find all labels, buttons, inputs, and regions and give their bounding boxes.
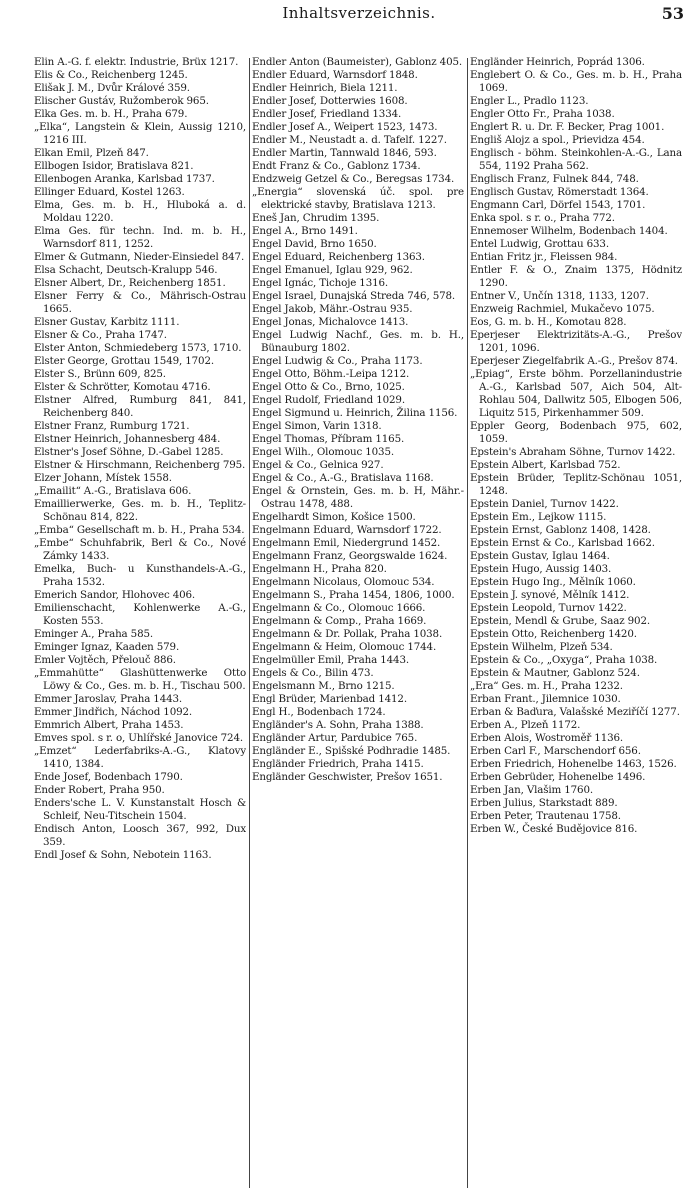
index-entry: Endler Eduard, Warnsdorf 1848.	[252, 69, 418, 81]
index-entry: Epstein Daniel, Turnov 1422.	[470, 498, 619, 510]
index-entry: Engel Otto & Co., Brno, 1025.	[252, 381, 405, 393]
index-entry: Elma, Ges. m. b. H., Hluboká a. d. Moldau 1220.	[34, 199, 246, 224]
index-entry: Eminger A., Praha 585.	[34, 628, 154, 640]
index-entry: Epstein & Mautner, Gablonz 524.	[470, 667, 640, 679]
index-entry: Endler Martin, Tannwald 1846, 593.	[252, 147, 437, 159]
index-entry: Elzer Johann, Místek 1558.	[34, 472, 172, 484]
index-entry: Endler M., Neustadt a. d. Tafelf. 1227.	[252, 134, 447, 146]
index-entry: Entner V., Unčín 1318, 1133, 1207.	[470, 290, 649, 302]
index-entry: Endzweig Getzel & Co., Beregsas 1734.	[252, 173, 455, 185]
index-entry: Engelmann Emil, Niedergrund 1452.	[252, 537, 441, 549]
index-entry: Engel & Co., A.-G., Bratislava 1168.	[252, 472, 434, 484]
index-entry: Engel Israel, Dunajská Streda 746, 578.	[252, 290, 456, 302]
index-entry: Elsner Gustav, Karbitz 1111.	[34, 316, 180, 328]
index-entry: Engel Ignác, Tichoje 1316.	[252, 277, 389, 289]
index-entry: Engländer Geschwister, Prešov 1651.	[252, 771, 443, 783]
index-entry: „Energia“ slovenská úč. spol. pre elektrické stavby, Bratislava 1213.	[252, 186, 464, 211]
index-entry: Enzweig Rachmiel, Mukačevo 1075.	[470, 303, 655, 315]
index-entry: Elischer Gustáv, Ružomberok 965.	[34, 95, 209, 107]
index-entry: Eperjeser Ziegelfabrik A.-G., Prešov 874.	[470, 355, 678, 367]
index-entry: Erben Carl F., Marschendorf 656.	[470, 745, 641, 757]
index-entry: Engel Simon, Varin 1318.	[252, 420, 382, 432]
index-entry: Ellinger Eduard, Kostel 1263.	[34, 186, 185, 198]
index-entry: Engelmann S., Praha 1454, 1806, 1000.	[252, 589, 455, 601]
index-entry: „Emmahütte“ Glashüttenwerke Otto Löwy & Co., Ges. m. b. H., Tischau 500.	[34, 667, 246, 692]
index-entry: Elster & Schrötter, Komotau 4716.	[34, 381, 211, 393]
index-entry: Engmann Carl, Dörfel 1543, 1701.	[470, 199, 646, 211]
index-entry: Engler L., Pradlo 1123.	[470, 95, 589, 107]
index-entry: Epstein Ernst & Co., Karlsbad 1662.	[470, 537, 655, 549]
index-entry: Engel David, Brno 1650.	[252, 238, 377, 250]
index-entry: Emaillierwerke, Ges. m. b. H., Teplitz-Schönau 814, 822.	[34, 498, 246, 523]
index-entry: Elstner Franz, Rumburg 1721.	[34, 420, 190, 432]
index-entry: Engel Ludwig & Co., Praha 1173.	[252, 355, 423, 367]
index-entry: Engel & Ornstein, Ges. m. b. H, Mähr.-Ostrau 1478, 488.	[252, 485, 464, 510]
index-entry: Elkan Emil, Plzeň 847.	[34, 147, 149, 159]
index-entry: Engel Jakob, Mähr.-Ostrau 935.	[252, 303, 413, 315]
index-entry: Emmer Jaroslav, Praha 1443.	[34, 693, 183, 705]
index-entry: Engelmann H., Praha 820.	[252, 563, 387, 575]
index-entry: Entel Ludwig, Grottau 633.	[470, 238, 609, 250]
index-entry: Englisch - böhm. Steinkohlen-A.-G., Lana 554, 1192 Praha 562.	[470, 147, 682, 172]
index-entry: „Era“ Ges. m. H., Praha 1232.	[470, 680, 623, 692]
index-columns	[34, 56, 686, 1190]
index-entry: Ellenbogen Aranka, Karlsbad 1737.	[34, 173, 215, 185]
index-entry: Epstein & Co., „Oxyga“, Praha 1038.	[470, 654, 658, 666]
index-entry: Elis & Co., Reichenberg 1245.	[34, 69, 188, 81]
index-entry: Elka Ges. m. b. H., Praha 679.	[34, 108, 188, 120]
index-entry: Engländer E., Spišské Podhradie 1485.	[252, 745, 451, 757]
index-entry: Erban Frant., Jilemnice 1030.	[470, 693, 621, 705]
index-entry: Elstner Alfred, Rumburg 841, 841, Reichenberg 840.	[34, 394, 246, 419]
index-entry: Engelmann & Dr. Pollak, Praha 1038.	[252, 628, 443, 640]
index-entry: Elsner & Co., Praha 1747.	[34, 329, 167, 341]
index-entry: Emilienschacht, Kohlenwerke A.-G., Kosten 553.	[34, 602, 246, 627]
index-entry: Endler Josef, Friedland 1334.	[252, 108, 402, 120]
index-entry: Engelmann & Co., Olomouc 1666.	[252, 602, 426, 614]
index-entry: Epstein Hugo Ing., Mělník 1060.	[470, 576, 636, 588]
index-entry: Engelmann Nicolaus, Olomouc 534.	[252, 576, 435, 588]
index-entry: Elišak J. M., Dvůr Králové 359.	[34, 82, 190, 94]
page-number: 53	[661, 4, 684, 23]
column-divider	[467, 58, 468, 1188]
index-entry: Ende Josef, Bodenbach 1790.	[34, 771, 183, 783]
index-entry: Elster George, Grottau 1549, 1702.	[34, 355, 214, 367]
index-entry: Epstein Hugo, Aussig 1403.	[470, 563, 612, 575]
index-entry: Engel Eduard, Reichenberg 1363.	[252, 251, 425, 263]
index-entry: Erben Alois, Wostroměř 1136.	[470, 732, 624, 744]
index-entry: Engels & Co., Bilin 473.	[252, 667, 374, 679]
index-entry: Endler Anton (Baumeister), Gablonz 405.	[252, 56, 462, 68]
index-entry: „Emzet“ Lederfabriks-A.-G., Klatovy 1410, 1384.	[34, 745, 246, 770]
index-column-3	[470, 56, 682, 1190]
index-entry: Emmer Jindřich, Náchod 1092.	[34, 706, 193, 718]
index-column-1	[34, 56, 246, 1190]
index-entry: Epstein Wilhelm, Plzeň 534.	[470, 641, 613, 653]
index-entry: Elmer & Gutmann, Nieder-Einsiedel 847.	[34, 251, 245, 263]
index-entry: Engel Thomas, Příbram 1165.	[252, 433, 405, 445]
index-entry: Emmrich Albert, Praha 1453.	[34, 719, 184, 731]
index-entry: Engländer Heinrich, Poprád 1306.	[470, 56, 645, 68]
index-entry: Entler F. & O., Znaim 1375, Hödnitz 1290.	[470, 264, 682, 289]
index-entry: Elstner & Hirschmann, Reichenberg 795.	[34, 459, 246, 471]
index-entry: Engel A., Brno 1491.	[252, 225, 358, 237]
index-entry: Entian Fritz jr., Fleissen 984.	[470, 251, 618, 263]
index-entry: Engel Emanuel, Iglau 929, 962.	[252, 264, 413, 276]
index-entry: Eos, G. m. b. H., Komotau 828.	[470, 316, 627, 328]
index-entry: Enka spol. s r. o., Praha 772.	[470, 212, 615, 224]
index-entry: Endisch Anton, Loosch 367, 992, Dux 359.	[34, 823, 246, 848]
index-entry: Engel Jonas, Michalovce 1413.	[252, 316, 409, 328]
index-entry: Epstein Gustav, Iglau 1464.	[470, 550, 610, 562]
index-entry: Engel Wilh., Olomouc 1035.	[252, 446, 394, 458]
index-entry: Eperjeser Elektrizitäts-A.-G., Prešov 1201, 1096.	[470, 329, 682, 354]
index-entry: Endler Josef A., Weipert 1523, 1473.	[252, 121, 438, 133]
index-entry: Epstein's Abraham Söhne, Turnov 1422.	[470, 446, 676, 458]
index-entry: Engl Brüder, Marienbad 1412.	[252, 693, 407, 705]
index-entry: Emelka, Buch- u Kunsthandels-A.-G., Praha 1532.	[34, 563, 246, 588]
index-entry: Engler Otto Fr., Praha 1038.	[470, 108, 615, 120]
index-entry: Engelhardt Simon, Košice 1500.	[252, 511, 416, 523]
index-entry: Engliš Alojz a spol., Prievidza 454.	[470, 134, 645, 146]
index-entry: Enders'sche L. V. Kunstanstalt Hosch & Schleif, Neu-Titschein 1504.	[34, 797, 246, 822]
index-entry: Elstner Heinrich, Johannesberg 484.	[34, 433, 221, 445]
index-entry: Ellbogen Isidor, Bratislava 821.	[34, 160, 194, 172]
index-entry: Endl Josef & Sohn, Nebotein 1163.	[34, 849, 212, 861]
index-entry: Engelmann & Heim, Olomouc 1744.	[252, 641, 437, 653]
index-entry: Epstein Otto, Reichenberg 1420.	[470, 628, 637, 640]
index-entry: Erben Friedrich, Hohenelbe 1463, 1526.	[470, 758, 677, 770]
index-entry: Erben Peter, Trautenau 1758.	[470, 810, 621, 822]
index-entry: „Emba“ Gesellschaft m. b. H., Praha 534.	[34, 524, 245, 536]
index-entry: Erben W., České Budějovice 816.	[470, 823, 638, 835]
page-title: Inhaltsverzeichnis.	[282, 4, 436, 22]
index-entry: Engel Otto, Böhm.-Leipa 1212.	[252, 368, 410, 380]
index-entry: Elster S., Brünn 609, 825.	[34, 368, 166, 380]
index-entry: „Embe“ Schuhfabrik, Berl & Co., Nové Zámky 1433.	[34, 537, 246, 562]
index-entry: Eneš Jan, Chrudim 1395.	[252, 212, 380, 224]
index-entry: Eppler Georg, Bodenbach 975, 602, 1059.	[470, 420, 682, 445]
index-entry: „Elka“, Langstein & Klein, Aussig 1210, 1216 III.	[34, 121, 246, 146]
index-entry: Eminger Ignaz, Kaaden 579.	[34, 641, 180, 653]
index-entry: Epstein J. synové, Mělník 1412.	[470, 589, 630, 601]
index-entry: Engelmann & Comp., Praha 1669.	[252, 615, 427, 627]
index-entry: Elster Anton, Schmiedeberg 1573, 1710.	[34, 342, 242, 354]
index-entry: „Emailit“ A.-G., Bratislava 606.	[34, 485, 192, 497]
index-entry: Epstein, Mendl & Grube, Saaz 902.	[470, 615, 650, 627]
index-entry: Engelmann Eduard, Warnsdorf 1722.	[252, 524, 442, 536]
index-entry: Engel Ludwig Nachf., Ges. m. b. H., Bünauburg 1802.	[252, 329, 464, 354]
index-entry: „Epiag“, Erste böhm. Porzellanindustrie A.-G., Karlsbad 507, Aich 504, Alt-Rohlau 504, Dallwitz 505, Elbogen 506, Liquitz 515, Pirkenhammer 509.	[470, 368, 682, 419]
index-entry: Epstein Em., Lejkow 1115.	[470, 511, 607, 523]
index-entry: Erben Gebrüder, Hohenelbe 1496.	[470, 771, 646, 783]
index-entry: Engel Sigmund u. Heinrich, Žilina 1156.	[252, 407, 458, 419]
index-entry: Engländer's A. Sohn, Praha 1388.	[252, 719, 424, 731]
index-entry: Engel & Co., Gelnica 927.	[252, 459, 384, 471]
index-entry: Emerich Sandor, Hlohovec 406.	[34, 589, 196, 601]
index-entry: Epstein Albert, Karlsbad 752.	[470, 459, 621, 471]
index-entry: Erben Jan, Vlašim 1760.	[470, 784, 593, 796]
index-entry: Elstner's Josef Söhne, D.-Gabel 1285.	[34, 446, 224, 458]
index-entry: Epstein Ernst, Gablonz 1408, 1428.	[470, 524, 651, 536]
index-entry: Englert R. u. Dr. F. Becker, Prag 1001.	[470, 121, 665, 133]
page-header	[34, 4, 684, 30]
index-entry: Elsa Schacht, Deutsch-Kralupp 546.	[34, 264, 218, 276]
index-entry: Epstein Brüder, Teplitz-Schönau 1051, 1248.	[470, 472, 682, 497]
index-entry: Engel Rudolf, Friedland 1029.	[252, 394, 405, 406]
index-entry: Endler Josef, Dotterwies 1608.	[252, 95, 408, 107]
index-entry: Erban & Baďura, Valašské Meziříčí 1277.	[470, 706, 680, 718]
index-entry: Emves spol. s r. o, Uhlířské Janovice 724.	[34, 732, 243, 744]
index-entry: Engl H., Bodenbach 1724.	[252, 706, 386, 718]
index-entry: Elsner Albert, Dr., Reichenberg 1851.	[34, 277, 226, 289]
index-entry: Emler Vojtěch, Přelouč 886.	[34, 654, 176, 666]
index-entry: Erben Julius, Starkstadt 889.	[470, 797, 618, 809]
index-entry: Ender Robert, Praha 950.	[34, 784, 165, 796]
index-entry: Englebert O. & Co., Ges. m. b. H., Praha 1069.	[470, 69, 682, 94]
index-entry: Endler Heinrich, Biela 1211.	[252, 82, 398, 94]
index-entry: Elsner Ferry & Co., Mährisch-Ostrau 1665.	[34, 290, 246, 315]
index-entry: Elma Ges. für techn. Ind. m. b. H., Warnsdorf 811, 1252.	[34, 225, 246, 250]
index-entry: Engelmann Franz, Georgswalde 1624.	[252, 550, 448, 562]
index-entry: Englisch Franz, Fulnek 844, 748.	[470, 173, 639, 185]
index-entry: Engelsmann M., Brno 1215.	[252, 680, 395, 692]
index-entry: Ennemoser Wilhelm, Bodenbach 1404.	[470, 225, 668, 237]
index-entry: Endt Franz & Co., Gablonz 1734.	[252, 160, 421, 172]
index-entry: Engländer Friedrich, Praha 1415.	[252, 758, 424, 770]
index-entry: Engländer Artur, Pardubice 765.	[252, 732, 418, 744]
index-entry: Engelmüller Emil, Praha 1443.	[252, 654, 409, 666]
index-entry: Elin A.-G. f. elektr. Industrie, Brüx 1217.	[34, 56, 239, 68]
index-entry: Erben A., Plzeň 1172.	[470, 719, 581, 731]
column-divider	[249, 58, 250, 1188]
index-entry: Epstein Leopold, Turnov 1422.	[470, 602, 627, 614]
index-column-2	[252, 56, 464, 1190]
index-entry: Englisch Gustav, Römerstadt 1364.	[470, 186, 649, 198]
